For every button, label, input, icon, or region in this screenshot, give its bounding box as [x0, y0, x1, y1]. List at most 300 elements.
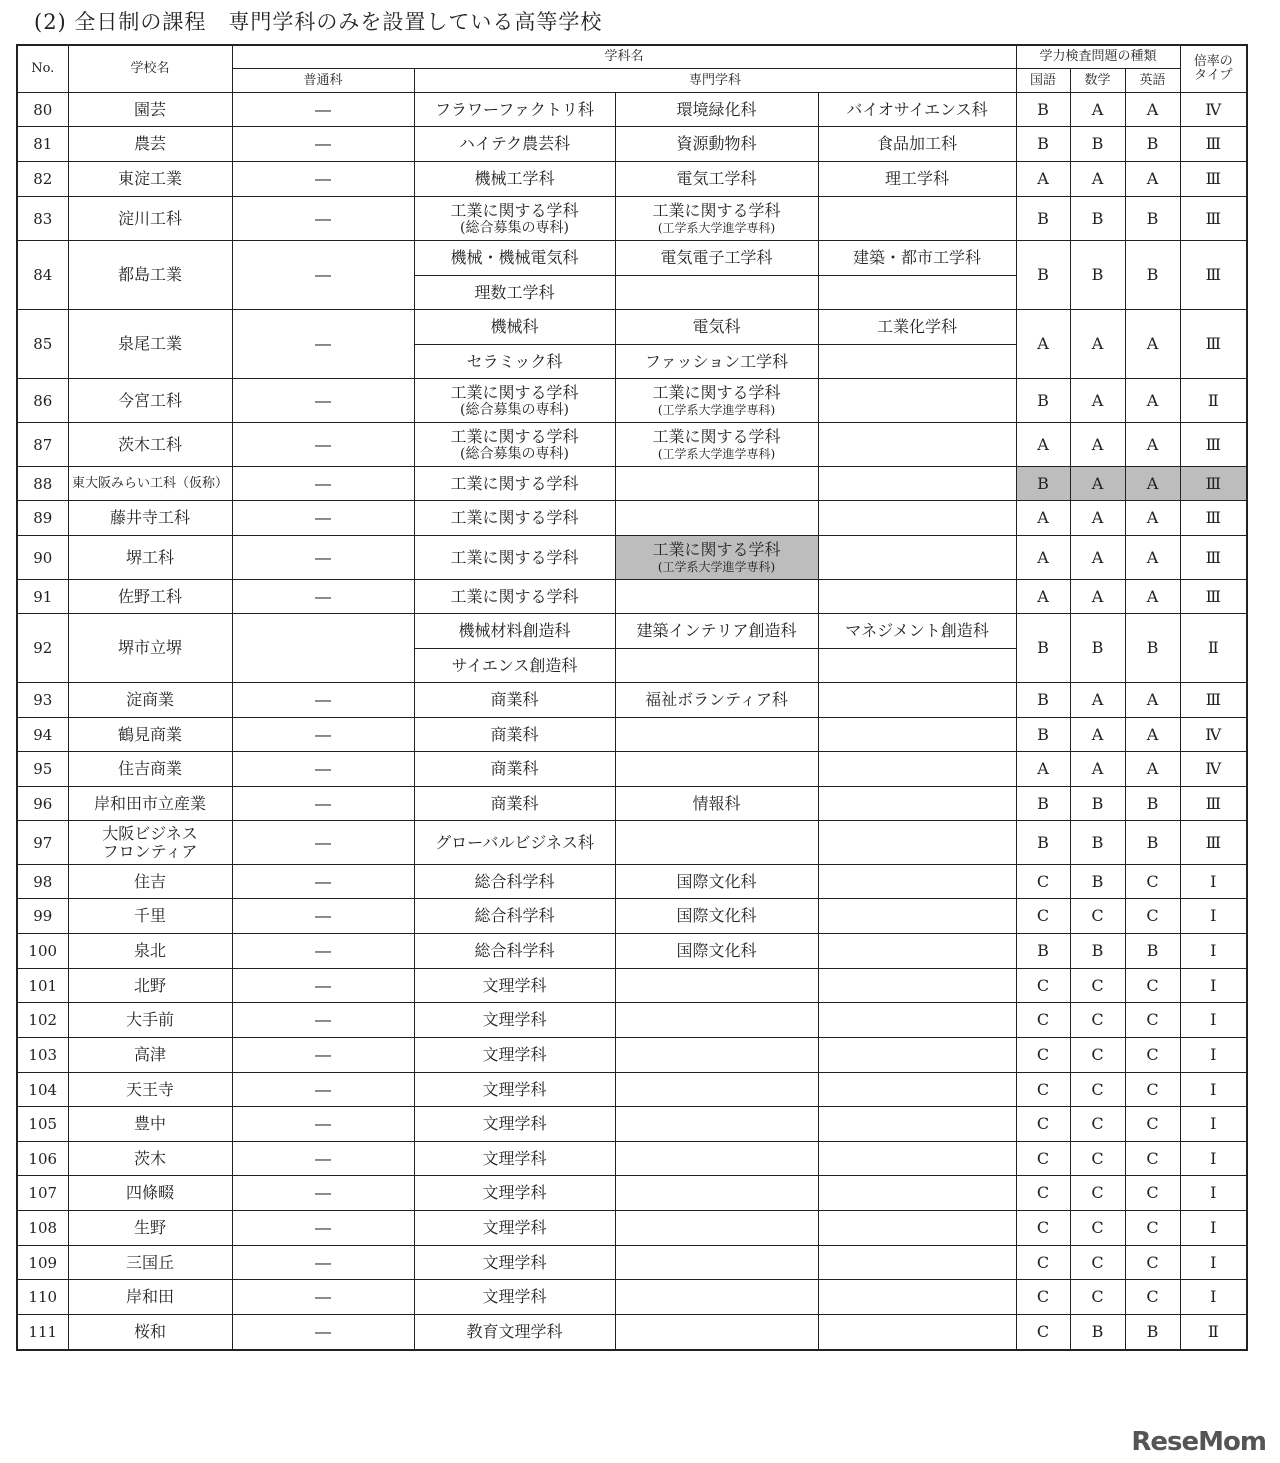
dept-cell	[818, 1176, 1016, 1211]
dept-note: (総合募集の専科)	[460, 445, 569, 462]
ratio-type: Ⅱ	[1180, 614, 1247, 683]
dept-cell	[414, 379, 615, 423]
ratio-type: Ⅳ	[1180, 718, 1247, 752]
ratio-type: Ⅰ	[1180, 1038, 1247, 1073]
dept-cell	[818, 969, 1016, 1003]
header-eigo: 英語	[1125, 69, 1180, 93]
eigo-type: A	[1125, 752, 1180, 787]
eigo-type: A	[1125, 501, 1180, 536]
table-row	[17, 501, 1247, 536]
dept-cell: 文理学科	[414, 1246, 615, 1280]
ratio-type: Ⅲ	[1180, 197, 1247, 241]
dept-cell	[818, 197, 1016, 241]
row-number: 88	[17, 467, 68, 501]
school-name: 住吉	[68, 865, 232, 899]
general-course: ―	[232, 501, 414, 536]
school-name: 大手前	[68, 1003, 232, 1038]
school-name: 淀商業	[68, 683, 232, 718]
dept-name: 工業に関する学科	[450, 382, 579, 402]
table-row	[17, 467, 1247, 501]
row-number: 81	[17, 127, 68, 162]
kokugo-type: B	[1016, 93, 1070, 127]
dept-cell	[615, 1142, 818, 1176]
general-course: ―	[232, 1211, 414, 1246]
kokugo-type: C	[1016, 1280, 1070, 1315]
school-name-line2: フロンティア	[102, 841, 198, 861]
header-general: 普通科	[232, 69, 414, 93]
table-row	[17, 1073, 1247, 1107]
eigo-type: A	[1125, 162, 1180, 197]
dept-cell: フラワーファクトリ科	[414, 93, 615, 127]
dept-cell: 電気電子工学科	[615, 241, 818, 276]
kokugo-type: B	[1016, 467, 1070, 501]
dept-cell: 商業科	[414, 787, 615, 821]
dept-cell	[615, 1211, 818, 1246]
dept-cell	[615, 197, 818, 241]
kokugo-type: C	[1016, 1107, 1070, 1142]
sugaku-type: B	[1070, 821, 1125, 865]
sugaku-type: C	[1070, 1003, 1125, 1038]
dept-cell: 環境緑化科	[615, 93, 818, 127]
table-row	[17, 1142, 1247, 1176]
dept-cell	[615, 536, 818, 580]
table-row	[17, 93, 1247, 127]
ratio-type: Ⅰ	[1180, 934, 1247, 969]
dept-cell: 文理学科	[414, 1280, 615, 1315]
dept-cell	[615, 1003, 818, 1038]
dept-cell	[615, 501, 818, 536]
row-number: 85	[17, 310, 68, 379]
eigo-type: B	[1125, 821, 1180, 865]
dept-cell: 文理学科	[414, 1003, 615, 1038]
row-number: 92	[17, 614, 68, 683]
ratio-type: Ⅲ	[1180, 683, 1247, 718]
sugaku-type: A	[1070, 310, 1125, 379]
schools-table	[16, 44, 1248, 1351]
row-number: 106	[17, 1142, 68, 1176]
general-course: ―	[232, 580, 414, 614]
ratio-type: Ⅰ	[1180, 1142, 1247, 1176]
school-name: 岸和田	[68, 1280, 232, 1315]
ratio-type: Ⅲ	[1180, 501, 1247, 536]
table-row	[17, 310, 1247, 345]
school-name: 農芸	[68, 127, 232, 162]
ratio-type: Ⅰ	[1180, 1003, 1247, 1038]
row-number: 83	[17, 197, 68, 241]
dept-cell	[615, 467, 818, 501]
dept-cell	[818, 467, 1016, 501]
dept-cell	[615, 580, 818, 614]
eigo-type: A	[1125, 423, 1180, 467]
school-name: 堺工科	[68, 536, 232, 580]
dept-cell	[615, 821, 818, 865]
kokugo-type: C	[1016, 1003, 1070, 1038]
row-number: 94	[17, 718, 68, 752]
kokugo-type: C	[1016, 1315, 1070, 1350]
dept-cell: 工業化学科	[818, 310, 1016, 345]
kokugo-type: B	[1016, 379, 1070, 423]
row-number: 84	[17, 241, 68, 310]
dept-cell	[818, 423, 1016, 467]
ratio-type: Ⅱ	[1180, 379, 1247, 423]
header-sugaku: 数学	[1070, 69, 1125, 93]
row-number: 104	[17, 1073, 68, 1107]
kokugo-type: A	[1016, 423, 1070, 467]
dept-note: (工学系大学進学専科)	[657, 220, 776, 235]
ratio-type: Ⅰ	[1180, 1073, 1247, 1107]
dept-cell: 電気科	[615, 310, 818, 345]
table-row	[17, 718, 1247, 752]
general-course: ―	[232, 934, 414, 969]
dept-name: 工業に関する学科	[652, 539, 781, 559]
dept-cell	[615, 423, 818, 467]
kokugo-type: A	[1016, 580, 1070, 614]
dept-cell: 文理学科	[414, 1073, 615, 1107]
sugaku-type: C	[1070, 899, 1125, 934]
row-number: 91	[17, 580, 68, 614]
school-name: 三国丘	[68, 1246, 232, 1280]
general-course: ―	[232, 787, 414, 821]
sugaku-type: C	[1070, 1211, 1125, 1246]
dept-name: 工業に関する学科	[652, 426, 781, 446]
header-kokugo: 国語	[1016, 69, 1070, 93]
eigo-type: C	[1125, 1246, 1180, 1280]
dept-cell	[615, 969, 818, 1003]
sugaku-type: A	[1070, 162, 1125, 197]
school-name	[68, 821, 232, 865]
row-number: 90	[17, 536, 68, 580]
dept-cell	[818, 1142, 1016, 1176]
kokugo-type: C	[1016, 969, 1070, 1003]
dept-cell: ファッション工学科	[615, 345, 818, 379]
ratio-type: Ⅲ	[1180, 162, 1247, 197]
school-name: 佐野工科	[68, 580, 232, 614]
row-number: 103	[17, 1038, 68, 1073]
dept-cell: ハイテク農芸科	[414, 127, 615, 162]
dept-cell: 国際文化科	[615, 934, 818, 969]
eigo-type: C	[1125, 1142, 1180, 1176]
dept-cell: 機械科	[414, 310, 615, 345]
header-school: 学校名	[68, 45, 232, 93]
dept-cell	[615, 1038, 818, 1073]
kokugo-type: C	[1016, 1142, 1070, 1176]
dept-cell	[414, 423, 615, 467]
sugaku-type: B	[1070, 614, 1125, 683]
sugaku-type: A	[1070, 536, 1125, 580]
eigo-type: A	[1125, 536, 1180, 580]
row-number: 111	[17, 1315, 68, 1350]
table-row	[17, 1176, 1247, 1211]
kokugo-type: C	[1016, 1176, 1070, 1211]
dept-cell: 教育文理学科	[414, 1315, 615, 1350]
sugaku-type: A	[1070, 423, 1125, 467]
general-course: ―	[232, 718, 414, 752]
dept-cell: 総合科学科	[414, 899, 615, 934]
header-ratio	[1180, 45, 1247, 93]
school-name: 泉尾工業	[68, 310, 232, 379]
dept-cell: 文理学科	[414, 1142, 615, 1176]
general-course: ―	[232, 1142, 414, 1176]
school-name: 今宮工科	[68, 379, 232, 423]
table-row	[17, 1246, 1247, 1280]
dept-cell	[615, 752, 818, 787]
sugaku-type: B	[1070, 197, 1125, 241]
header-specialized: 専門学科	[414, 69, 1016, 93]
header-dept: 学科名	[232, 45, 1016, 69]
general-course: ―	[232, 197, 414, 241]
eigo-type: C	[1125, 1038, 1180, 1073]
table-row	[17, 1280, 1247, 1315]
dept-cell	[615, 1176, 818, 1211]
table-row	[17, 580, 1247, 614]
kokugo-type: B	[1016, 614, 1070, 683]
dept-cell: 建築インテリア創造科	[615, 614, 818, 649]
watermark: ReseMom	[1131, 1427, 1266, 1457]
dept-cell: マネジメント創造科	[818, 614, 1016, 649]
ratio-type: Ⅰ	[1180, 899, 1247, 934]
table-row	[17, 162, 1247, 197]
school-name: 園芸	[68, 93, 232, 127]
general-course: ―	[232, 1073, 414, 1107]
ratio-type: Ⅰ	[1180, 1107, 1247, 1142]
kokugo-type: B	[1016, 787, 1070, 821]
dept-note: (総合募集の専科)	[460, 219, 569, 236]
eigo-type: C	[1125, 865, 1180, 899]
general-course: ―	[232, 1315, 414, 1350]
ratio-type: Ⅰ	[1180, 1280, 1247, 1315]
kokugo-type: B	[1016, 197, 1070, 241]
sugaku-type: B	[1070, 127, 1125, 162]
row-number: 105	[17, 1107, 68, 1142]
general-course: ―	[232, 241, 414, 310]
row-number: 89	[17, 501, 68, 536]
school-name: 生野	[68, 1211, 232, 1246]
table-row	[17, 197, 1247, 241]
ratio-type: Ⅰ	[1180, 1176, 1247, 1211]
general-course: ―	[232, 865, 414, 899]
school-name-line1: 大阪ビジネス	[102, 823, 198, 843]
school-name: 東淀工業	[68, 162, 232, 197]
general-course: ―	[232, 93, 414, 127]
kokugo-type: C	[1016, 1246, 1070, 1280]
dept-cell: 国際文化科	[615, 865, 818, 899]
ratio-type: Ⅳ	[1180, 752, 1247, 787]
sugaku-type: B	[1070, 1315, 1125, 1350]
general-course: ―	[232, 899, 414, 934]
dept-cell: 資源動物科	[615, 127, 818, 162]
row-number: 110	[17, 1280, 68, 1315]
kokugo-type: A	[1016, 501, 1070, 536]
dept-cell	[615, 718, 818, 752]
eigo-type: B	[1125, 934, 1180, 969]
eigo-type: B	[1125, 614, 1180, 683]
kokugo-type: B	[1016, 683, 1070, 718]
dept-cell: 福祉ボランティア科	[615, 683, 818, 718]
school-name: 鶴見商業	[68, 718, 232, 752]
general-course: ―	[232, 969, 414, 1003]
kokugo-type: B	[1016, 821, 1070, 865]
table-row	[17, 1038, 1247, 1073]
row-number: 102	[17, 1003, 68, 1038]
eigo-type: A	[1125, 310, 1180, 379]
sugaku-type: B	[1070, 934, 1125, 969]
table-row	[17, 1107, 1247, 1142]
general-course: ―	[232, 127, 414, 162]
kokugo-type: B	[1016, 934, 1070, 969]
dept-cell	[818, 865, 1016, 899]
eigo-type: C	[1125, 1073, 1180, 1107]
eigo-type: B	[1125, 127, 1180, 162]
dept-cell	[818, 536, 1016, 580]
dept-cell: 電気工学科	[615, 162, 818, 197]
table-row	[17, 899, 1247, 934]
eigo-type: C	[1125, 1107, 1180, 1142]
ratio-type: Ⅲ	[1180, 580, 1247, 614]
ratio-type: Ⅰ	[1180, 1246, 1247, 1280]
row-number: 93	[17, 683, 68, 718]
kokugo-type: C	[1016, 1211, 1070, 1246]
row-number: 96	[17, 787, 68, 821]
dept-cell: 商業科	[414, 752, 615, 787]
row-number: 109	[17, 1246, 68, 1280]
general-course: ―	[232, 1107, 414, 1142]
ratio-type: Ⅲ	[1180, 310, 1247, 379]
eigo-type: C	[1125, 1003, 1180, 1038]
table-row	[17, 683, 1247, 718]
dept-cell: 総合科学科	[414, 865, 615, 899]
ratio-type: Ⅱ	[1180, 1315, 1247, 1350]
sugaku-type: C	[1070, 1246, 1125, 1280]
eigo-type: B	[1125, 197, 1180, 241]
school-name: 千里	[68, 899, 232, 934]
kokugo-type: A	[1016, 752, 1070, 787]
kokugo-type: A	[1016, 536, 1070, 580]
dept-cell	[615, 379, 818, 423]
dept-cell	[818, 276, 1016, 310]
dept-cell: バイオサイエンス科	[818, 93, 1016, 127]
table-row	[17, 821, 1247, 865]
ratio-type: Ⅲ	[1180, 127, 1247, 162]
sugaku-type: A	[1070, 752, 1125, 787]
eigo-type: B	[1125, 1315, 1180, 1350]
dept-cell	[818, 1107, 1016, 1142]
table-row	[17, 865, 1247, 899]
dept-cell	[615, 649, 818, 683]
dept-cell: 文理学科	[414, 1107, 615, 1142]
dept-cell: 建築・都市工学科	[818, 241, 1016, 276]
dept-cell	[615, 1107, 818, 1142]
row-number: 95	[17, 752, 68, 787]
dept-name: 工業に関する学科	[652, 382, 781, 402]
row-number: 98	[17, 865, 68, 899]
eigo-type: B	[1125, 787, 1180, 821]
dept-cell	[818, 752, 1016, 787]
table-row	[17, 614, 1247, 649]
row-number: 87	[17, 423, 68, 467]
dept-cell: 工業に関する学科	[414, 501, 615, 536]
dept-cell	[818, 379, 1016, 423]
eigo-type: A	[1125, 683, 1180, 718]
header-exam: 学力検査問題の種類	[1016, 45, 1180, 69]
table-row	[17, 969, 1247, 1003]
general-course: ―	[232, 536, 414, 580]
dept-note: (総合募集の専科)	[460, 401, 569, 418]
table-row	[17, 1003, 1247, 1038]
table-row	[17, 379, 1247, 423]
school-name: 四條畷	[68, 1176, 232, 1211]
table-row	[17, 127, 1247, 162]
sugaku-type: A	[1070, 379, 1125, 423]
kokugo-type: B	[1016, 241, 1070, 310]
kokugo-type: C	[1016, 865, 1070, 899]
dept-cell: セラミック科	[414, 345, 615, 379]
eigo-type: A	[1125, 379, 1180, 423]
dept-cell: 文理学科	[414, 969, 615, 1003]
general-course: ―	[232, 467, 414, 501]
header-ratio-line2: タイプ	[1194, 68, 1233, 83]
eigo-type: B	[1125, 241, 1180, 310]
kokugo-type: A	[1016, 162, 1070, 197]
kokugo-type: A	[1016, 310, 1070, 379]
dept-cell: 理数工学科	[414, 276, 615, 310]
dept-cell	[818, 501, 1016, 536]
sugaku-type: C	[1070, 1107, 1125, 1142]
dept-cell	[818, 1280, 1016, 1315]
header-ratio-line1: 倍率の	[1193, 54, 1233, 69]
ratio-type: Ⅲ	[1180, 821, 1247, 865]
school-name: 北野	[68, 969, 232, 1003]
kokugo-type: C	[1016, 899, 1070, 934]
eigo-type: A	[1125, 580, 1180, 614]
eigo-type: A	[1125, 467, 1180, 501]
ratio-type: Ⅲ	[1180, 536, 1247, 580]
sugaku-type: C	[1070, 1280, 1125, 1315]
eigo-type: C	[1125, 969, 1180, 1003]
sugaku-type: A	[1070, 501, 1125, 536]
general-course: ―	[232, 821, 414, 865]
dept-cell: サイエンス創造科	[414, 649, 615, 683]
kokugo-type: C	[1016, 1038, 1070, 1073]
sugaku-type: A	[1070, 718, 1125, 752]
general-course: ―	[232, 1176, 414, 1211]
general-course: ―	[232, 423, 414, 467]
dept-cell: 文理学科	[414, 1176, 615, 1211]
general-course: ―	[232, 1280, 414, 1315]
school-name: 豊中	[68, 1107, 232, 1142]
dept-cell	[818, 1003, 1016, 1038]
dept-cell: グローバルビジネス科	[414, 821, 615, 865]
school-name: 淀川工科	[68, 197, 232, 241]
school-name: 泉北	[68, 934, 232, 969]
dept-name: 工業に関する学科	[450, 200, 579, 220]
dept-cell: 理工学科	[818, 162, 1016, 197]
dept-cell: 国際文化科	[615, 899, 818, 934]
general-course: ―	[232, 379, 414, 423]
ratio-type: Ⅰ	[1180, 1211, 1247, 1246]
ratio-type: Ⅰ	[1180, 969, 1247, 1003]
school-name: 茨木	[68, 1142, 232, 1176]
dept-cell: 食品加工科	[818, 127, 1016, 162]
general-course: ―	[232, 683, 414, 718]
row-number: 100	[17, 934, 68, 969]
general-course: ―	[232, 1038, 414, 1073]
dept-cell	[818, 1073, 1016, 1107]
table-row	[17, 241, 1247, 276]
dept-name: 工業に関する学科	[450, 426, 579, 446]
row-number: 80	[17, 93, 68, 127]
eigo-type: C	[1125, 899, 1180, 934]
school-name: 茨木工科	[68, 423, 232, 467]
